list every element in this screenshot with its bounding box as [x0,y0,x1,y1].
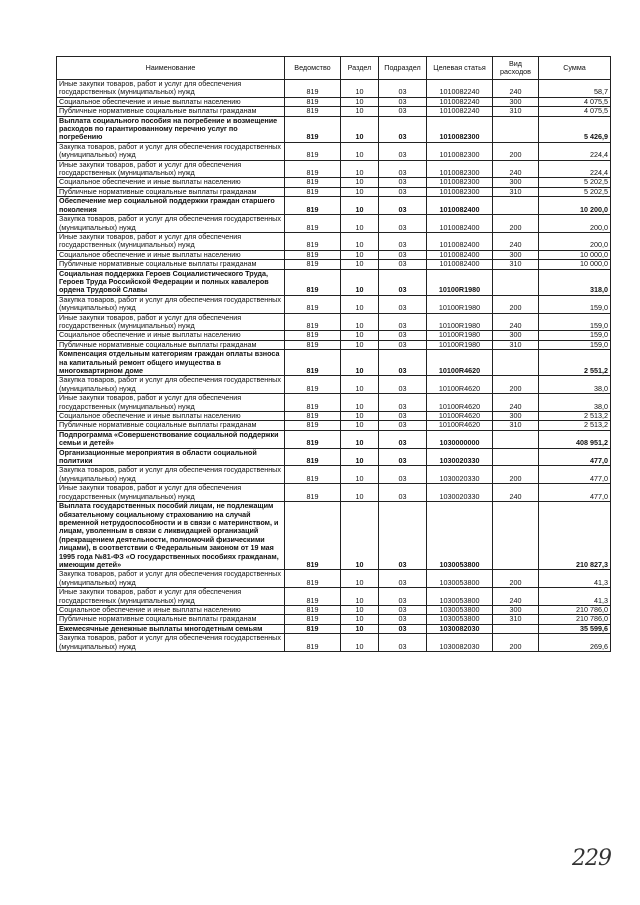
row-name: Закупка товаров, работ и услуг для обеспечения государственных (муниципальных) нужд [57,466,285,484]
row-amount: 10 000,0 [539,250,611,259]
row-name: Социальное обеспечение и иные выплаты населению [57,331,285,340]
row-amount: 210 786,0 [539,605,611,614]
row-expense-type: 300 [493,331,539,340]
row-target-item: 10100R4620 [427,376,493,394]
row-department: 819 [285,142,341,160]
row-amount: 224,4 [539,160,611,178]
row-expense-type: 300 [493,605,539,614]
row-department: 819 [285,107,341,116]
row-name: Социальное обеспечение и иные выплаты населению [57,97,285,106]
row-subsection: 03 [379,412,427,421]
row-expense-type: 300 [493,178,539,187]
row-amount: 159,0 [539,331,611,340]
header-subsection: Подраздел [379,57,427,80]
row-expense-type: 200 [493,215,539,233]
row-amount: 224,4 [539,142,611,160]
row-name: Закупка товаров, работ и услуг для обеспечения государственных (муниципальных) нужд [57,295,285,313]
row-target-item: 1030053800 [427,588,493,606]
row-department: 819 [285,502,341,570]
table-row [57,588,611,606]
row-department: 819 [285,232,341,250]
row-expense-type: 200 [493,466,539,484]
row-name: Социальное обеспечение и иные выплаты населению [57,412,285,421]
row-target-item: 1030020330 [427,484,493,502]
row-target-item: 1030000000 [427,430,493,448]
row-section: 10 [341,260,379,269]
row-section: 10 [341,430,379,448]
row-department: 819 [285,634,341,652]
table-row [57,448,611,466]
row-expense-type: 240 [493,160,539,178]
table-row [57,376,611,394]
table-row [57,107,611,116]
table-row [57,178,611,187]
row-department: 819 [285,430,341,448]
row-target-item: 1030053800 [427,615,493,624]
table-row [57,394,611,412]
row-section: 10 [341,313,379,331]
row-subsection: 03 [379,588,427,606]
row-amount: 200,0 [539,232,611,250]
row-expense-type: 300 [493,250,539,259]
row-expense-type: 240 [493,588,539,606]
row-name: Закупка товаров, работ и услуг для обеспечения государственных (муниципальных) нужд [57,142,285,160]
row-name: Иные закупки товаров, работ и услуг для обеспечения государственных (муниципальных) нужд [57,160,285,178]
row-target-item: 1030053800 [427,570,493,588]
row-amount: 159,0 [539,340,611,349]
row-section: 10 [341,178,379,187]
row-name: Закупка товаров, работ и услуг для обеспечения государственных (муниципальных) нужд [57,570,285,588]
row-section: 10 [341,331,379,340]
row-department: 819 [285,160,341,178]
row-subsection: 03 [379,394,427,412]
row-name: Социальное обеспечение и иные выплаты населению [57,605,285,614]
budget-table-page [56,56,610,652]
table-row [57,412,611,421]
row-department: 819 [285,484,341,502]
row-subsection: 03 [379,269,427,295]
row-target-item: 1010082300 [427,160,493,178]
row-department: 819 [285,116,341,142]
row-target-item: 1030020330 [427,448,493,466]
row-amount: 477,0 [539,484,611,502]
row-department: 819 [285,412,341,421]
row-target-item: 10100R1980 [427,313,493,331]
row-amount: 477,0 [539,448,611,466]
header-expense-type: Вид расходов [493,57,539,80]
row-expense-type: 310 [493,260,539,269]
row-subsection: 03 [379,350,427,376]
row-section: 10 [341,421,379,430]
row-section: 10 [341,412,379,421]
row-expense-type: 240 [493,484,539,502]
row-amount: 41,3 [539,588,611,606]
row-target-item: 10100R4620 [427,412,493,421]
row-subsection: 03 [379,340,427,349]
table-row [57,80,611,98]
row-target-item: 1010082240 [427,107,493,116]
row-expense-type: 310 [493,187,539,196]
row-expense-type: 240 [493,394,539,412]
row-expense-type: 240 [493,313,539,331]
row-amount: 38,0 [539,376,611,394]
row-target-item: 1010082240 [427,97,493,106]
row-amount: 210 827,3 [539,502,611,570]
row-amount: 10 200,0 [539,197,611,215]
row-subsection: 03 [379,466,427,484]
row-target-item: 10100R4620 [427,350,493,376]
row-amount: 200,0 [539,215,611,233]
row-department: 819 [285,80,341,98]
row-department: 819 [285,187,341,196]
row-name: Социальное обеспечение и иные выплаты населению [57,178,285,187]
row-department: 819 [285,350,341,376]
row-target-item: 1010082400 [427,250,493,259]
row-subsection: 03 [379,376,427,394]
table-row [57,502,611,570]
row-expense-type: 310 [493,615,539,624]
row-amount: 41,3 [539,570,611,588]
row-expense-type [493,116,539,142]
row-section: 10 [341,215,379,233]
row-section: 10 [341,107,379,116]
row-name: Публичные нормативные социальные выплаты гражданам [57,340,285,349]
row-expense-type: 200 [493,634,539,652]
row-target-item: 1030053800 [427,605,493,614]
row-target-item: 1030020330 [427,466,493,484]
table-row [57,260,611,269]
row-expense-type [493,502,539,570]
row-amount: 4 075,5 [539,107,611,116]
row-department: 819 [285,313,341,331]
row-target-item: 10100R1980 [427,295,493,313]
row-name: Компенсация отдельным категориям граждан оплаты взноса на капитальный ремонт общего имущества в многоквартирном доме [57,350,285,376]
row-amount: 5 426,9 [539,116,611,142]
table-row [57,142,611,160]
row-subsection: 03 [379,448,427,466]
table-row [57,116,611,142]
row-target-item: 1010082300 [427,178,493,187]
row-name: Социальное обеспечение и иные выплаты населению [57,250,285,259]
row-expense-type: 200 [493,570,539,588]
row-target-item: 1010082400 [427,215,493,233]
row-department: 819 [285,178,341,187]
row-amount: 159,0 [539,313,611,331]
row-expense-type: 200 [493,295,539,313]
row-name: Иные закупки товаров, работ и услуг для обеспечения государственных (муниципальных) нужд [57,232,285,250]
row-subsection: 03 [379,331,427,340]
row-subsection: 03 [379,116,427,142]
table-row [57,313,611,331]
row-amount: 38,0 [539,394,611,412]
row-target-item: 1010082300 [427,116,493,142]
row-subsection: 03 [379,232,427,250]
row-name: Выплата государственных пособий лицам, не подлежащим обязательному социальному страхованию на случай временной нетрудоспособности и в связи с материнством, и лицам, уволенным в связи с ликвидацией организаций (прекращением деятельности, полномочий физическими лицами), в соответствии с Федеральным законом от 19 мая 1995 года №81-ФЗ «О государственных пособиях гражданам, имеющим детей» [57,502,285,570]
row-amount: 2 513,2 [539,412,611,421]
page-number: 229 [572,846,611,871]
row-name: Выплата социального пособия на погребение и возмещение расходов по гарантированному перечню услуг по погребению [57,116,285,142]
row-name: Иные закупки товаров, работ и услуг для обеспечения государственных (муниципальных) нужд [57,588,285,606]
row-name: Закупка товаров, работ и услуг для обеспечения государственных (муниципальных) нужд [57,376,285,394]
row-name: Обеспечение мер социальной поддержки граждан старшего поколения [57,197,285,215]
row-subsection: 03 [379,484,427,502]
table-row [57,340,611,349]
row-subsection: 03 [379,197,427,215]
row-subsection: 03 [379,605,427,614]
row-amount: 5 202,5 [539,178,611,187]
row-section: 10 [341,634,379,652]
row-amount: 210 786,0 [539,615,611,624]
table-row [57,624,611,633]
row-target-item: 1030053800 [427,502,493,570]
table-row [57,331,611,340]
table-row [57,232,611,250]
row-department: 819 [285,448,341,466]
row-expense-type: 310 [493,421,539,430]
header-name: Наименование [57,57,285,80]
row-section: 10 [341,232,379,250]
row-amount: 4 075,5 [539,97,611,106]
row-expense-type [493,448,539,466]
row-target-item: 1010082400 [427,232,493,250]
header-department: Ведомство [285,57,341,80]
row-subsection: 03 [379,295,427,313]
row-expense-type [493,430,539,448]
row-section: 10 [341,97,379,106]
row-expense-type [493,624,539,633]
table-row [57,430,611,448]
row-target-item: 1010082240 [427,80,493,98]
row-department: 819 [285,421,341,430]
row-department: 819 [285,588,341,606]
row-target-item: 10100R1980 [427,269,493,295]
row-section: 10 [341,142,379,160]
row-amount: 5 202,5 [539,187,611,196]
row-name: Публичные нормативные социальные выплаты гражданам [57,107,285,116]
row-section: 10 [341,197,379,215]
row-target-item: 1010082400 [427,197,493,215]
table-row [57,350,611,376]
row-subsection: 03 [379,570,427,588]
row-name: Социальная поддержка Героев Социалистического Труда, Героев Труда Российской Федерации и полных кавалеров ордена Трудовой Славы [57,269,285,295]
row-section: 10 [341,570,379,588]
row-target-item: 10100R1980 [427,331,493,340]
header-section: Раздел [341,57,379,80]
row-subsection: 03 [379,160,427,178]
row-department: 819 [285,197,341,215]
table-row [57,634,611,652]
row-department: 819 [285,340,341,349]
row-target-item: 10100R4620 [427,394,493,412]
row-expense-type [493,350,539,376]
table-row [57,187,611,196]
row-expense-type: 200 [493,376,539,394]
row-expense-type: 200 [493,142,539,160]
row-amount: 318,0 [539,269,611,295]
row-subsection: 03 [379,107,427,116]
row-section: 10 [341,250,379,259]
row-subsection: 03 [379,80,427,98]
row-target-item: 1030082030 [427,634,493,652]
row-subsection: 03 [379,615,427,624]
row-target-item: 1010082400 [427,260,493,269]
row-section: 10 [341,484,379,502]
row-name: Публичные нормативные социальные выплаты гражданам [57,615,285,624]
row-subsection: 03 [379,430,427,448]
row-target-item: 10100R4620 [427,421,493,430]
budget-table [56,56,611,652]
row-expense-type: 310 [493,340,539,349]
row-section: 10 [341,160,379,178]
row-section: 10 [341,448,379,466]
table-row [57,97,611,106]
row-department: 819 [285,269,341,295]
row-name: Публичные нормативные социальные выплаты гражданам [57,187,285,196]
row-subsection: 03 [379,502,427,570]
table-row [57,615,611,624]
row-department: 819 [285,624,341,633]
row-expense-type: 300 [493,97,539,106]
row-expense-type: 300 [493,412,539,421]
row-expense-type: 240 [493,80,539,98]
row-subsection: 03 [379,624,427,633]
row-section: 10 [341,340,379,349]
row-amount: 269,6 [539,634,611,652]
row-section: 10 [341,80,379,98]
row-department: 819 [285,466,341,484]
row-department: 819 [285,331,341,340]
row-name: Публичные нормативные социальные выплаты гражданам [57,260,285,269]
row-department: 819 [285,260,341,269]
row-name: Закупка товаров, работ и услуг для обеспечения государственных (муниципальных) нужд [57,215,285,233]
row-target-item: 1030082030 [427,624,493,633]
table-row [57,605,611,614]
table-row [57,197,611,215]
row-expense-type [493,197,539,215]
row-section: 10 [341,269,379,295]
row-subsection: 03 [379,187,427,196]
row-amount: 35 599,6 [539,624,611,633]
row-target-item: 1010082300 [427,187,493,196]
row-amount: 408 951,2 [539,430,611,448]
row-target-item: 10100R1980 [427,340,493,349]
row-department: 819 [285,615,341,624]
row-expense-type: 240 [493,232,539,250]
table-row [57,160,611,178]
table-row [57,421,611,430]
row-amount: 10 000,0 [539,260,611,269]
table-row [57,215,611,233]
row-subsection: 03 [379,260,427,269]
header-target-item: Целевая статья [427,57,493,80]
table-row [57,295,611,313]
row-section: 10 [341,295,379,313]
row-amount: 58,7 [539,80,611,98]
row-section: 10 [341,187,379,196]
row-section: 10 [341,502,379,570]
row-name: Закупка товаров, работ и услуг для обеспечения государственных (муниципальных) нужд [57,634,285,652]
row-section: 10 [341,116,379,142]
row-section: 10 [341,605,379,614]
table-row [57,466,611,484]
row-target-item: 1010082300 [427,142,493,160]
row-name: Иные закупки товаров, работ и услуг для обеспечения государственных (муниципальных) нужд [57,484,285,502]
row-subsection: 03 [379,97,427,106]
table-row [57,570,611,588]
row-department: 819 [285,605,341,614]
row-department: 819 [285,97,341,106]
row-subsection: 03 [379,142,427,160]
table-row [57,484,611,502]
row-name: Организационные мероприятия в области социальной политики [57,448,285,466]
row-name: Иные закупки товаров, работ и услуг для обеспечения государственных (муниципальных) нужд [57,313,285,331]
row-department: 819 [285,250,341,259]
row-name: Иные закупки товаров, работ и услуг для обеспечения государственных (муниципальных) нужд [57,80,285,98]
row-department: 819 [285,394,341,412]
row-amount: 159,0 [539,295,611,313]
header-amount: Сумма [539,57,611,80]
row-department: 819 [285,295,341,313]
row-section: 10 [341,615,379,624]
row-section: 10 [341,350,379,376]
row-section: 10 [341,588,379,606]
table-header-row [57,57,611,80]
row-amount: 2 513,2 [539,421,611,430]
table-row [57,269,611,295]
row-section: 10 [341,466,379,484]
row-subsection: 03 [379,250,427,259]
row-name: Ежемесячные денежные выплаты многодетным семьям [57,624,285,633]
row-department: 819 [285,376,341,394]
row-amount: 2 551,2 [539,350,611,376]
row-subsection: 03 [379,313,427,331]
row-name: Иные закупки товаров, работ и услуг для обеспечения государственных (муниципальных) нужд [57,394,285,412]
row-expense-type [493,269,539,295]
row-department: 819 [285,215,341,233]
row-section: 10 [341,394,379,412]
row-subsection: 03 [379,215,427,233]
row-expense-type: 310 [493,107,539,116]
table-row [57,250,611,259]
row-section: 10 [341,624,379,633]
row-amount: 477,0 [539,466,611,484]
row-name: Публичные нормативные социальные выплаты гражданам [57,421,285,430]
row-name: Подпрограмма «Совершенствование социальной поддержки семьи и детей» [57,430,285,448]
row-subsection: 03 [379,421,427,430]
row-subsection: 03 [379,178,427,187]
row-section: 10 [341,376,379,394]
row-department: 819 [285,570,341,588]
row-subsection: 03 [379,634,427,652]
